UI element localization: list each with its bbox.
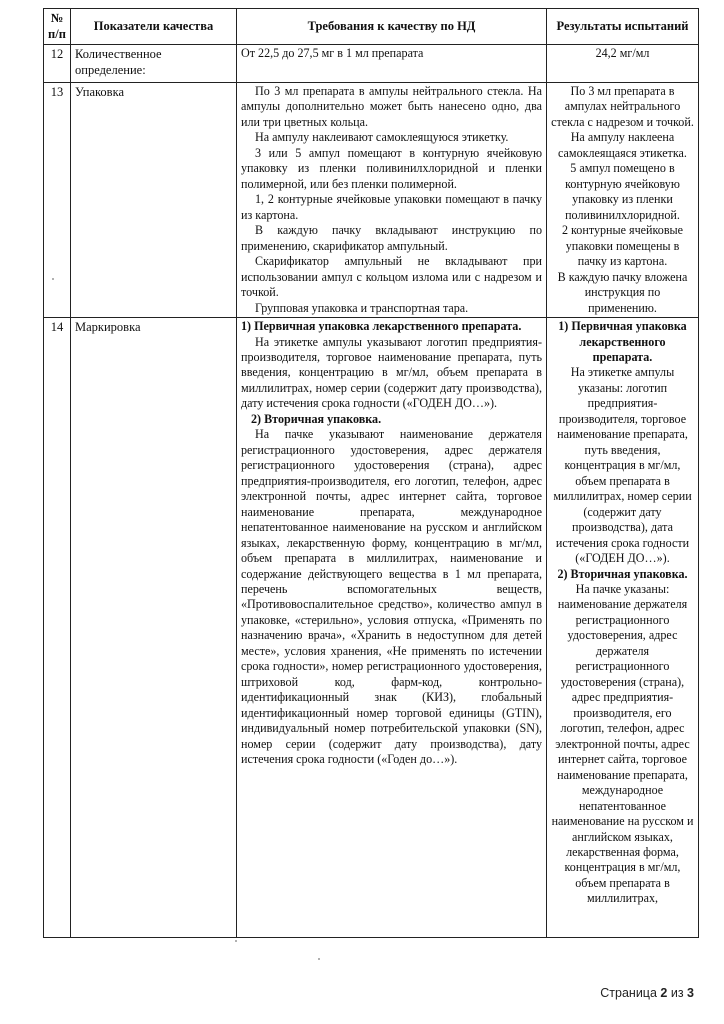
row13-res-par: На ампулу наклеена самоклеящаяся этикетка. [558,130,687,160]
header-num: № п/п [44,9,71,45]
row14-req-heading-secondary: 2) Вторичная упаковка. [251,411,382,426]
table-row-12 [44,45,699,83]
row12-requirement: От 22,5 до 27,5 мг в 1 мл препарата [237,45,547,83]
row13-indicator: Упаковка [71,83,237,318]
row13-res-par: 2 контурные ячейковые упаковки помещены в пачку из картона. [561,223,684,269]
row13-req-par: В каждую пачку вкладывают инструкцию по применению, скарификатор ампульный. [241,223,542,253]
footer-page: 2 [660,986,668,1000]
row13-res-par: 5 ампул помещено в контурную ячейковую упаковку из пленки поливинилхлоридной. [565,161,680,222]
scan-speck [52,278,54,280]
table-row-14 [44,318,699,938]
row13-req-par: Групповая упаковка и транспортная тара. [255,300,469,315]
header-requirements: Требования к качеству по НД [237,9,547,45]
footer-total: 3 [687,986,694,1000]
row14-indicator: Маркировка [71,318,237,938]
row14-num: 14 [44,318,71,938]
row14-res-primary-text: На этикетке ампулы указаны: логотип предприятия-производителя, торговое наименование препарата, путь введения, концентрация в мг/мл, объем препарата в миллилитрах, номер серии (содержит дату производства), дата истечения срока годности («ГОДЕН ДО…»). [553,365,692,566]
row14-res-heading-primary: 1) Первичная упаковка лекарственного препарата. [558,319,687,364]
row14-res-secondary-text: На пачке указаны: наименование держателя регистрационного удостоверения, адрес держателя регистрационного удостоверения (страна), адрес предприятия-производителя, его логотип, телефон, адрес электронной почты, адрес интернет сайта, торговое наименование препарата, международное непатентованное наименование на русском и английском языках, лекарственная форма, концентрация в мг/мл, объем препарата в миллилитрах, [551,582,694,906]
row12-result: 24,2 мг/мл [547,45,699,83]
row12-indicator: Количественное определение: [71,45,237,83]
row13-res-par: В каждую пачку вложена инструкция по применению. [557,269,688,315]
table-header-row [44,9,699,45]
row14-req-secondary-text: На пачке указывают наименование держателя регистрационного удостоверения, адрес держателя регистрационного удостоверения (страна), адрес предприятия-производителя, его логотип, телефон, адрес электронной почты, адрес интернет сайта, торговое наименование препарата, международное непатентованное наименование на русском и английском языках, лекарственную форму, концентрацию в мг/мл, объем препарата в миллилитрах, наименование и содержание действующего вещества в 1 мл препарата, перечень вспомогательных веществ, «Противовоспалительное средство», количество ампул в упаковке, «стерильно», условия отпуска, «Применять по назначению врача», «Хранить в недоступном для детей месте», условия хранения, «Не применять по истечении срока годности», номер регистрационного удостоверения, штриховой код, фарм-код, контрольно-идентификационный знак (КИЗ), глобальный идентификационный номер торговой единицы (GTIN), индивидуальный номер потребительской упаковки (SN), номер серии (содержит дату производства), дату истечения срока годности («Годен до…»). [241,427,542,767]
header-indicator: Показатели качества [71,9,237,45]
table-row-13 [44,83,699,318]
row14-req-heading-primary: 1) Первичная упаковка лекарственного препарата. [241,319,522,334]
row13-req-par: На ампулу наклеивают самоклеящуюся этикетку. [255,130,509,145]
header-results: Результаты испытаний [547,9,699,45]
scan-speck [235,940,237,942]
row13-num: 13 [44,83,71,318]
page-footer [600,986,694,1000]
row13-req-par: 1, 2 контурные ячейковые упаковки помещают в пачку из картона. [241,192,542,222]
row14-res-heading-secondary: 2) Вторичная упаковка. [557,566,688,581]
row13-req-par: По 3 мл препарата в ампулы нейтрального стекла. На ампулы дополнительно может быть нанесено одно, два или три цветных кольца. [241,84,542,129]
row13-res-par: По 3 мл препарата в ампулах нейтрального стекла с надрезом и точкой. [551,84,694,129]
row13-req-par: Скарификатор ампульный не вкладывают при использовании ампул с кольцом излома или с надрезом и точкой. [241,254,542,300]
row13-requirement [237,83,547,318]
row14-result [547,318,699,938]
quality-spec-table [43,8,699,938]
row12-num: 12 [44,45,71,83]
footer-of: из [670,986,684,1000]
row13-req-par: 3 или 5 ампул помещают в контурную ячейковую упаковку из пленки поливинилхлоридной и пленки полимерной, или без пленки полимерной. [241,145,542,191]
footer-prefix: Страница [600,986,657,1000]
row14-req-primary-text: На этикетке ампулы указывают логотип предприятия-производителя, торговое наименование препарата, путь введения, концентрацию в мг/мл, объем препарата в миллилитрах, номер серии (содержит дату производства), дату истечения срока годности («ГОДЕН ДО…»). [241,334,542,411]
scan-speck [318,958,320,960]
row13-result [547,83,699,318]
row14-requirement [237,318,547,938]
